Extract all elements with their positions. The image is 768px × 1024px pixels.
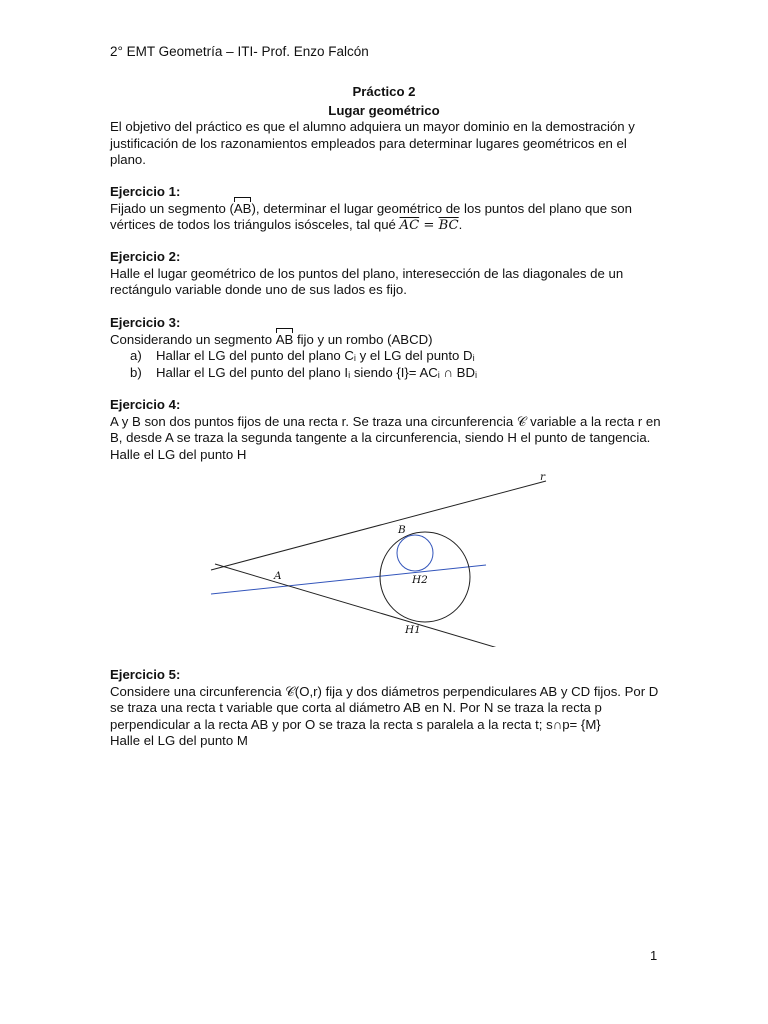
intro-paragraph: [110, 119, 650, 169]
exercise-5-line: Halle el LG del punto M: [110, 733, 248, 748]
practice-title: Práctico 2: [352, 84, 416, 99]
exercise-2-line: Halle el lugar geométrico de los puntos del plano, interesección de las diagonales de un: [110, 265, 624, 281]
segment-ab-symbol: AB: [233, 200, 252, 216]
exercise-1: [110, 184, 670, 235]
title-block: [0, 82, 768, 120]
exercise-3: [110, 315, 670, 381]
period: .: [458, 217, 463, 232]
exercise-3-list: [110, 348, 670, 381]
label-a: A: [274, 570, 282, 582]
practice-subtitle: Lugar geométrico: [328, 103, 440, 118]
intro-line: justificación de los razonamientos empleados para determinar lugares geométricos en el: [110, 135, 627, 151]
intro-line: El objetivo del práctico es que el alumno adquiera un mayor dominio en la demostración y: [110, 119, 635, 134]
line-r: [211, 481, 546, 570]
list-item-label: b): [130, 364, 142, 380]
exercise-1-text: ), determinar el lugar geométrico de los puntos del plano que son: [251, 200, 632, 216]
exercise-5-line: Considere una circunferencia 𝒞(O,r) fija y dos diámetros perpendiculares AB y CD fijos. Por D: [110, 683, 659, 699]
intro-line: plano.: [110, 152, 146, 167]
list-item-label: a): [130, 348, 142, 363]
exercise-5-line: se traza una recta t variable que corta al diámetro AB en N. Por N se traza la recta p: [110, 700, 602, 715]
exercise-4-heading: Ejercicio 4:: [110, 397, 181, 412]
list-item-text: Hallar el LG del punto del plano Iᵢ siendo {I}= ACᵢ ∩ BDᵢ: [156, 364, 478, 380]
exercise-1-line: [110, 217, 670, 235]
list-item: [110, 365, 670, 382]
page-number: 1: [650, 948, 658, 963]
exercise-5-line: perpendicular a la recta AB y por O se traza la recta s paralela a la recta t; s∩p= {M}: [110, 716, 601, 732]
label-h1: H1: [405, 624, 421, 636]
geometry-figure: [200, 462, 560, 647]
exercise-3-line: [110, 332, 670, 349]
segment-ac-symbol: $\overline{AC}$: [399, 218, 420, 233]
exercise-1-text: Fijado un segmento (: [110, 200, 234, 216]
exercise-2: [110, 249, 670, 299]
label-b: B: [398, 524, 406, 536]
label-r: r: [540, 471, 546, 483]
small-circle: [397, 535, 433, 571]
list-item: [110, 348, 670, 365]
segment-ab-symbol: AB: [275, 331, 294, 347]
exercise-1-text: vértices de todos los triángulos isósceles, tal qué: [110, 217, 400, 232]
tangent-line: [215, 564, 518, 647]
exercise-2-line: rectángulo variable donde uno de sus lados es fijo.: [110, 282, 407, 297]
exercise-1-heading: Ejercicio 1:: [110, 184, 181, 199]
exercise-3-heading: Ejercicio 3:: [110, 315, 181, 330]
exercise-3-text: Considerando un segmento: [110, 331, 276, 347]
exercise-4-line: Halle el LG del punto H: [110, 446, 247, 462]
page-header: 2° EMT Geometría – ITI- Prof. Enzo Falcón: [110, 44, 369, 59]
exercise-4-line: B, desde A se traza la segunda tangente a la circunferencia, siendo H el punto de tangencia.: [110, 430, 651, 445]
exercise-1-line: [110, 201, 670, 218]
list-item-text: Hallar el LG del punto del plano Cᵢ y el LG del punto Dᵢ: [156, 348, 475, 363]
label-h2: H2: [412, 574, 428, 586]
exercise-5-heading: Ejercicio 5:: [110, 667, 181, 682]
equals-sign: =: [419, 218, 439, 233]
exercise-4: [110, 397, 670, 463]
exercise-5: [110, 667, 670, 750]
segment-bc-symbol: $\overline{BC}$: [438, 218, 459, 233]
exercise-4-line: A y B son dos puntos fijos de una recta r. Se traza una circunferencia 𝒞 variable a la recta r en: [110, 413, 661, 429]
exercise-2-heading: Ejercicio 2:: [110, 249, 181, 264]
exercise-3-text: fijo y un rombo (ABCD): [293, 331, 433, 347]
locus-line: [211, 565, 486, 594]
